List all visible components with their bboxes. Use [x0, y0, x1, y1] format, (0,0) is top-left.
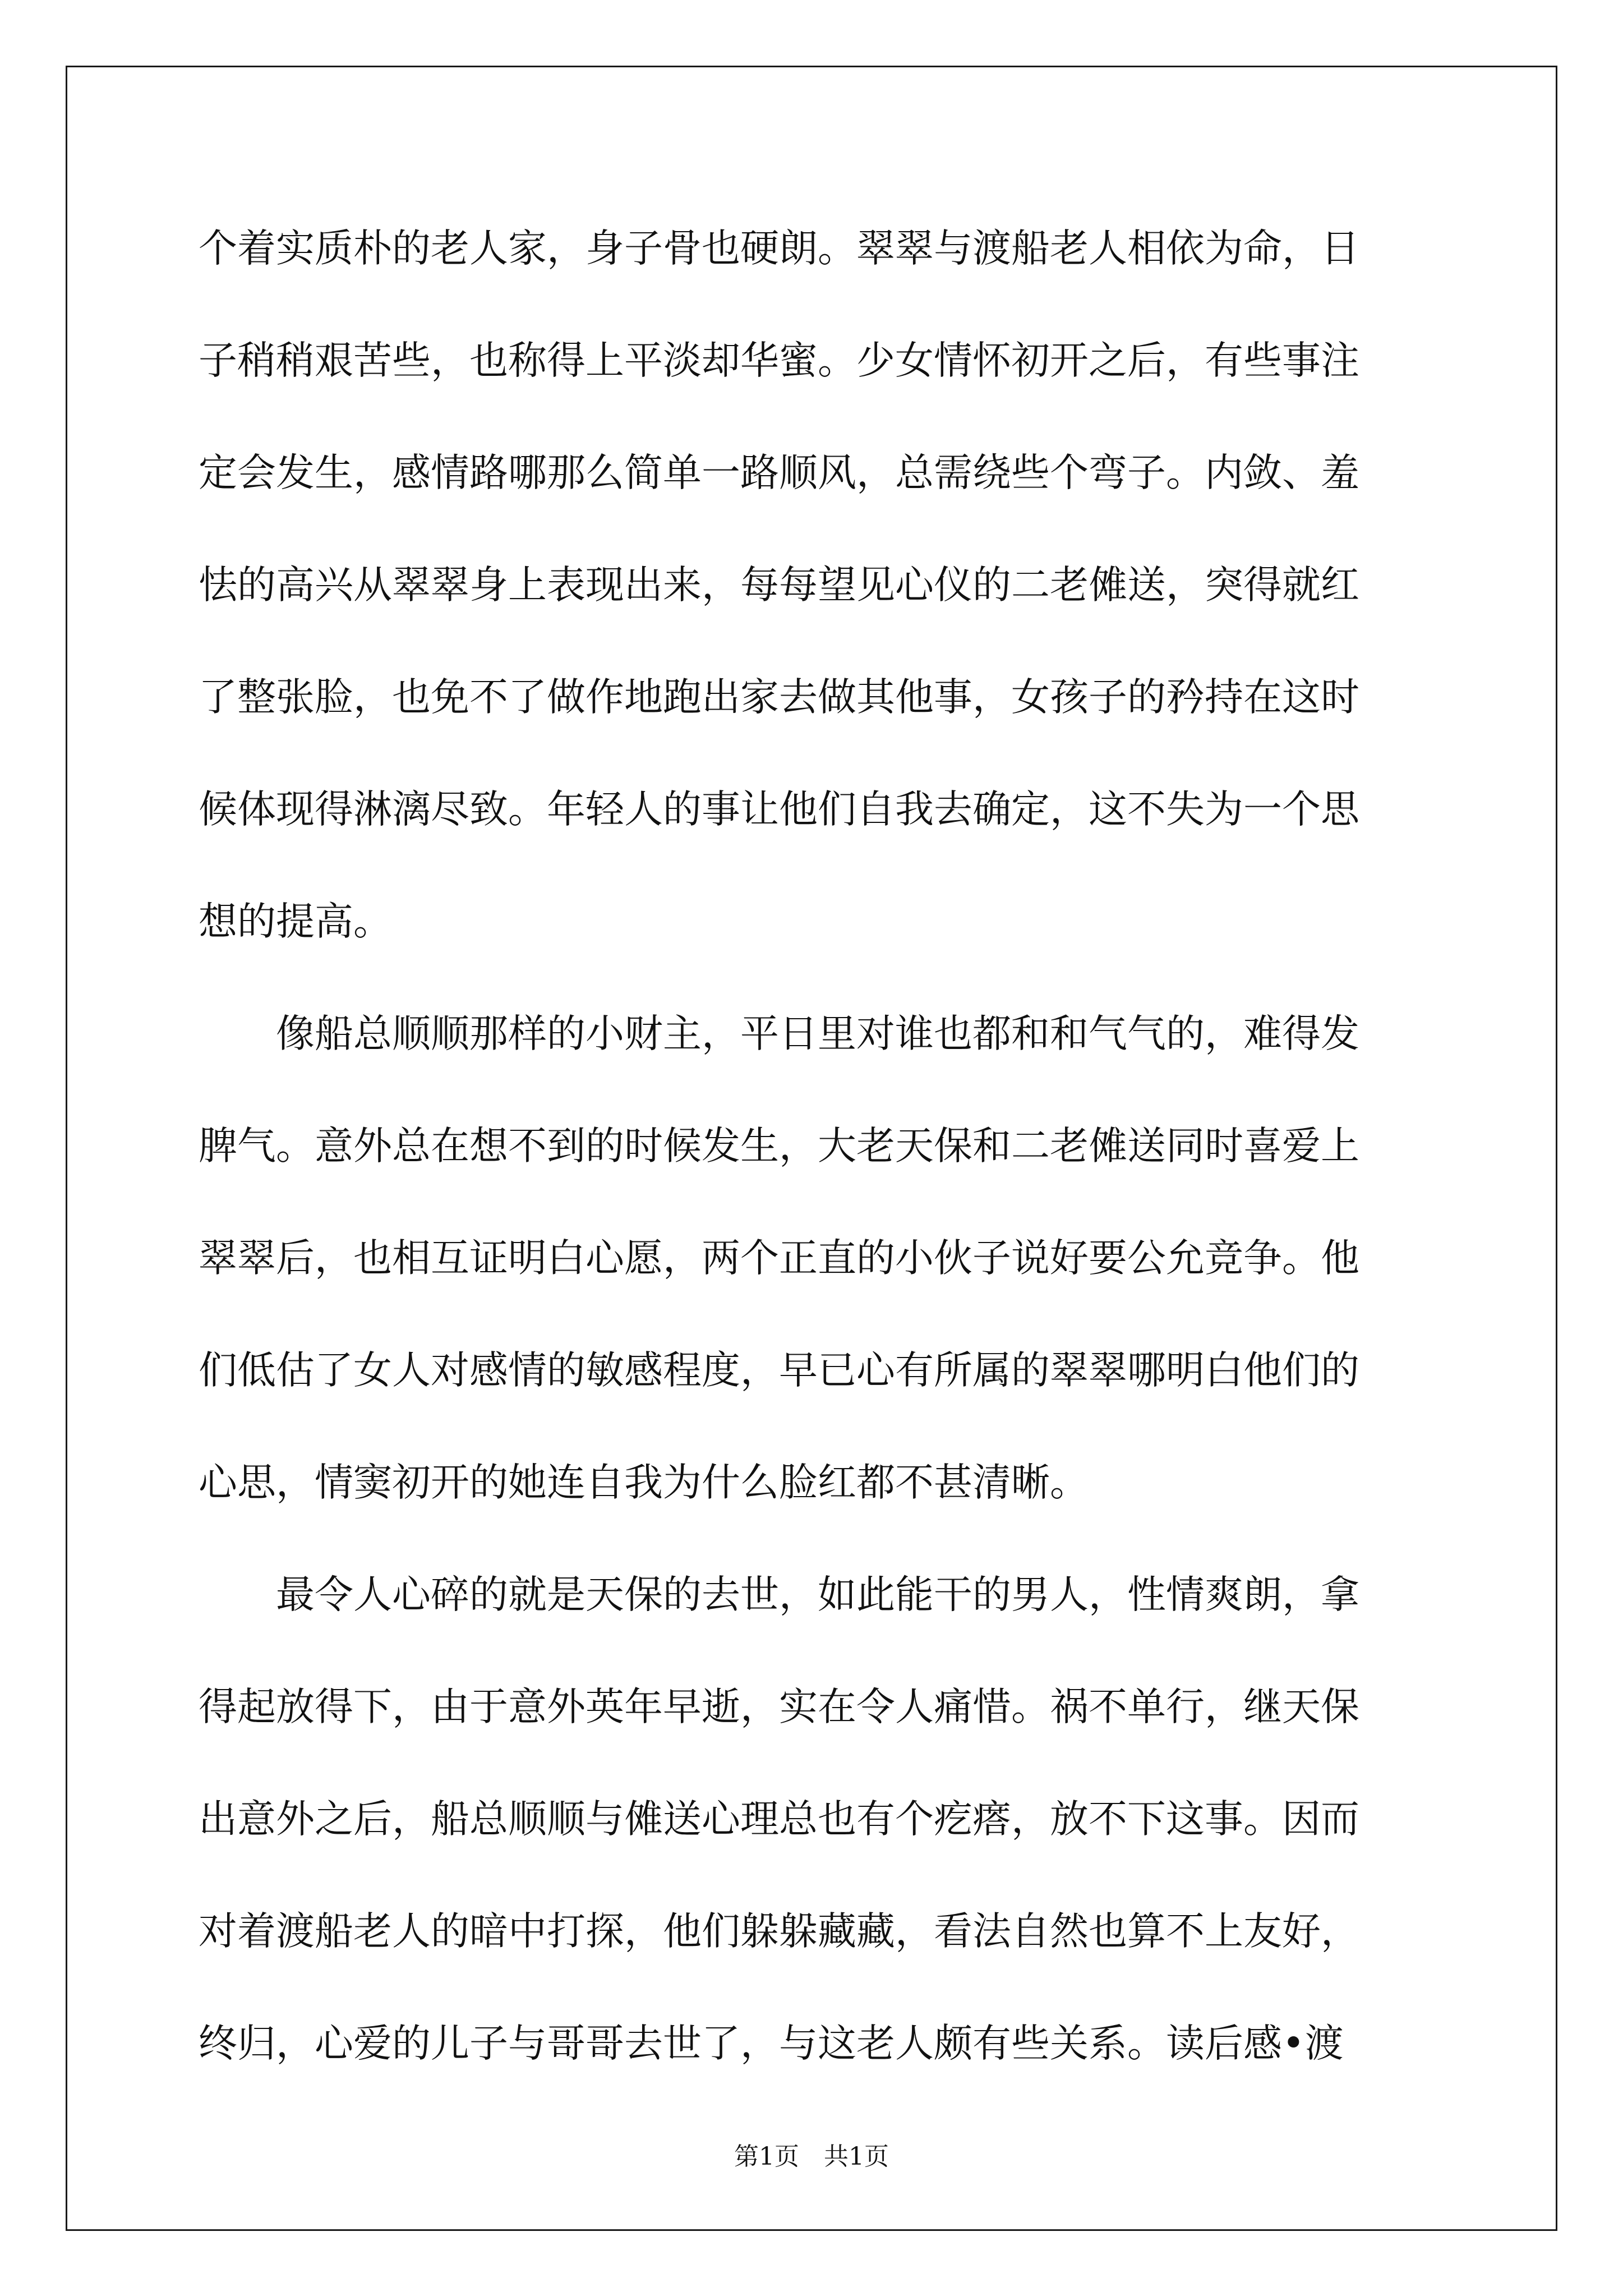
text-line: 像船总顺顺那样的小财主，平日里对谁也都和和气气的，难得发	[199, 1011, 1359, 1056]
text-line: 个着实质朴的老人家，身子骨也硬朗。翠翠与渡船老人相依为命，日	[199, 226, 1359, 271]
text-line: 出意外之后，船总顺顺与傩送心理总也有个疙瘩，放不下这事。因而	[199, 1797, 1359, 1842]
text-line: 得起放得下，由于意外英年早逝，实在令人痛惜。祸不单行，继天保	[199, 1685, 1359, 1729]
text-line: 最令人心碎的就是天保的去世，如此能干的男人，性情爽朗，拿	[199, 1572, 1359, 1617]
text-line: 候体现得淋漓尽致。年轻人的事让他们自我去确定，这不失为一个思	[199, 787, 1359, 832]
text-line: 想的提高。	[199, 899, 392, 944]
text-line: 定会发生，感情路哪那么简单一路顺风，总需绕些个弯子。内敛、羞	[199, 450, 1359, 495]
text-line: 了整张脸，也免不了做作地跑出家去做其他事，女孩子的矜持在这时	[199, 675, 1359, 720]
text-line: 心思，情窦初开的她连自我为什么脸红都不甚清晰。	[199, 1460, 1089, 1505]
text-line: 对着渡船老人的暗中打探，他们躲躲藏藏，看法自然也算不上友好，	[199, 1909, 1359, 1954]
text-line: 子稍稍艰苦些，也称得上平淡却华蜜。少女情怀初开之后，有些事注	[199, 338, 1359, 383]
text-line: 翠翠后，也相互证明白心愿，两个正直的小伙子说好要公允竞争。他	[199, 1236, 1359, 1281]
text-line: 怯的高兴从翠翠身上表现出来，每每望见心仪的二老傩送，突得就红	[199, 563, 1359, 608]
text-line: 脾气。意外总在想不到的时候发生，大老天保和二老傩送同时喜爱上	[199, 1124, 1359, 1168]
text-line: 们低估了女人对感情的敏感程度，早已心有所属的翠翠哪明白他们的	[199, 1348, 1359, 1393]
text-line: 终归，心爱的儿子与哥哥去世了，与这老人颇有些关系。读后感•渡	[199, 2021, 1344, 2066]
page-number-footer: 第1页 共1页	[734, 2142, 889, 2171]
